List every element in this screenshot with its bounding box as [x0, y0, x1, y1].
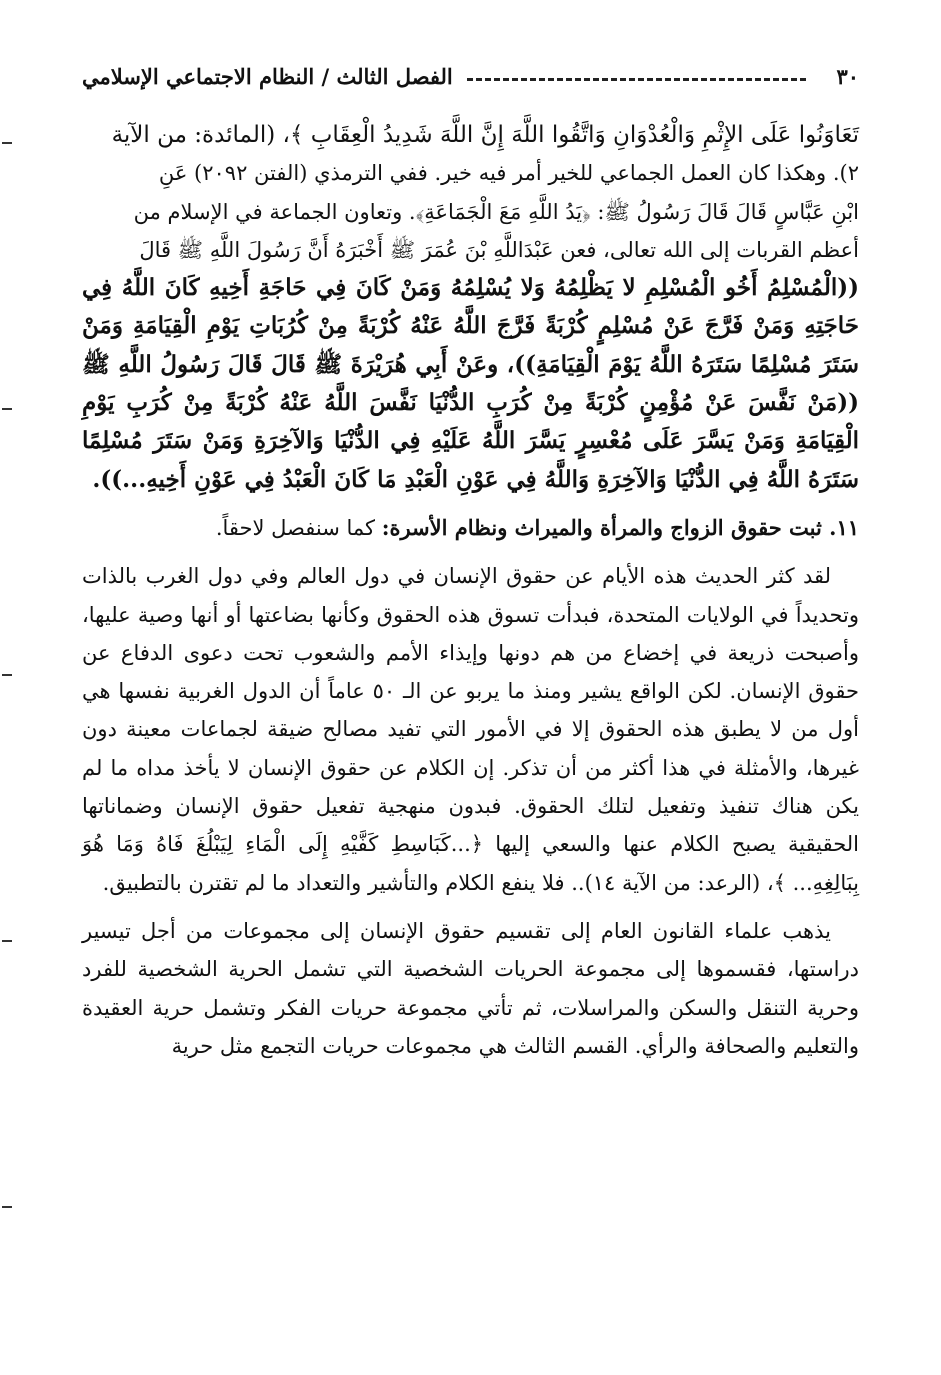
paragraph-rights-classification: يذهب علماء القانون العام إلى تقسيم حقوق الإنسان إلى مجموعات من أجل تيسير دراستها، فقسموها إلى مجموعة الحريات الشخصية التي تشمل الحرية الشخصية للفرد وحرية التنقل والسكن والمراسلات، ثم تأتي مجموعة حريات الفكر وتشمل حرية العقيدة والتعليم والصحافة والرأي. القسم الثالث هي مجموعات حريات التجمع مثل حرية [82, 918, 859, 1058]
page-number: ٣٠ [836, 63, 859, 89]
margin-scan-mark [2, 1206, 12, 1208]
list-item-11-text: كما سنفصل لاحقاً. [215, 515, 382, 540]
list-item-11 [82, 509, 859, 547]
margin-scan-mark [2, 674, 12, 676]
margin-scan-mark [2, 940, 12, 942]
text-line-ibn-abbas: ابْنِ عَبَّاسٍ قَالَ قَالَ رَسُولُ ﷺ: ﴿يَدُ اللَّهِ مَعَ الْجَمَاعَةِ﴾. وتعاون الجماعة في الإسلام من [133, 199, 859, 224]
text-line-quran-continuation: تَعَاوَنُوا عَلَى الإِثْمِ وَالْعُدْوَانِ وَاتَّقُوا اللَّهَ إِنَّ اللَّهَ شَدِيدُ الْعِقَابِ ﴾، (المائدة: من الآية [111, 122, 859, 148]
chapter-title: الفصل الثالث / النظام الاجتماعي الإسلامي [82, 63, 453, 89]
spacer [82, 547, 859, 557]
paragraph-human-rights: لقد كثر الحديث هذه الأيام عن حقوق الإنسان في دول العالم وفي دول الغرب بالذات وتحديداً في الولايات المتحدة، فبدأت تسوق هذه الحقوق وكأنها بضاعتها أو أنها وصية عليها، وأصبحت ذريعة في إخضاع من هم دونها وإيذاء الأمم والشعوب تحت دعوى الدفاع عن حقوق الإنسان. لكن الواقع يشير ومنذ ما يربو عن الـ ٥٠ عاماً أن الدول الغربية نفسها هي أول من لا يطبق هذه الحقوق إلا في الأمور التي تفيد مصالح ضيقة لجماعات معينة دون غيرها، والأمثلة في هذا أكثر من أن تذكر. إن الكلام عن حقوق الإنسان لا يأخذ مداه ما لم يكن هناك تنفيذ وتفعيل لتلك الحقوق. فبدون منهجية تفعيل حقوق الإنسان وضماناتها الحقيقية يصبح الكلام عنها والسعي إليها ﴿...كَبَاسِطِ كَفَّيْهِ إِلَى الْمَاءِ لِيَبْلُغَ فَاهُ وَمَا هُوَ بِبَالِغِهِ... ﴾، (الرعد: من الآية ١٤).. فلا ينفع الكلام والتأشير والتعداد ما لم تقترن بالتطبيق. [82, 564, 859, 895]
margin-scan-mark [2, 142, 12, 144]
spacer [82, 902, 859, 912]
text-line-ibn-umar: أعظم القربات إلى الله تعالى، فعن عَبْدَاللَّهِ بْنَ عُمَرَ ﷺ أَخْبَرَهُ أَنَّ رَسُولَ اللَّهِ ﷺ قَالَ [139, 237, 859, 262]
text-line-tirmidhi: ٢). وهكذا كان العمل الجماعي للخير أمر فيه خير. ففي الترمذي (الفتن ٢٠٩٢) عَنِ [158, 161, 859, 186]
header-dotted-rule [467, 78, 807, 81]
hadith-block: ((الْمُسْلِمُ أَخُو الْمُسْلِمِ لا يَظْلِمُهُ وَلا يُسْلِمُهُ وَمَنْ كَانَ فِي حَاجَةِ أَخِيهِ كَانَ اللَّهُ فِي حَاجَتِهِ وَمَنْ فَرَّجَ عَنْ مُسْلِمٍ كُرْبَةً فَرَّجَ اللَّهُ عَنْهُ كُرْبَةً مِنْ كُرُبَاتِ يَوْمِ الْقِيَامَةِ وَمَنْ سَتَرَ مُسْلِمًا سَتَرَهُ اللَّهُ يَوْمَ الْقِيَامَةِ))، وعَنْ أَبِي هُرَيْرَةَ ﷺ قَالَ قَالَ رَسُولُ اللَّهِ ﷺ ((مَنْ نَفَّسَ عَنْ مُؤْمِنٍ كُرْبَةً مِنْ كُرَبِ الدُّنْيَا نَفَّسَ اللَّهُ عَنْهُ كُرْبَةً مِنْ كُرَبِ يَوْمِ الْقِيَامَةِ وَمَنْ يَسَّرَ عَلَى مُعْسِرٍ يَسَّرَ اللَّهُ عَلَيْهِ فِي الدُّنْيَا وَالآخِرَةِ وَمَنْ سَتَرَ مُسْلِمًا سَتَرَهُ اللَّهُ فِي الدُّنْيَا وَالآخِرَةِ وَاللَّهُ فِي عَوْنِ الْعَبْدِ مَا كَانَ الْعَبْدُ فِي عَوْنِ أَخِيهِ...)). [82, 274, 859, 493]
list-item-11-heading: ١١. ثبت حقوق الزواج والمرأة والميراث ونظام الأسرة: [381, 514, 859, 540]
spacer [82, 499, 859, 509]
page-body [82, 116, 859, 1065]
margin-scan-mark [2, 408, 12, 410]
running-header [82, 58, 859, 94]
